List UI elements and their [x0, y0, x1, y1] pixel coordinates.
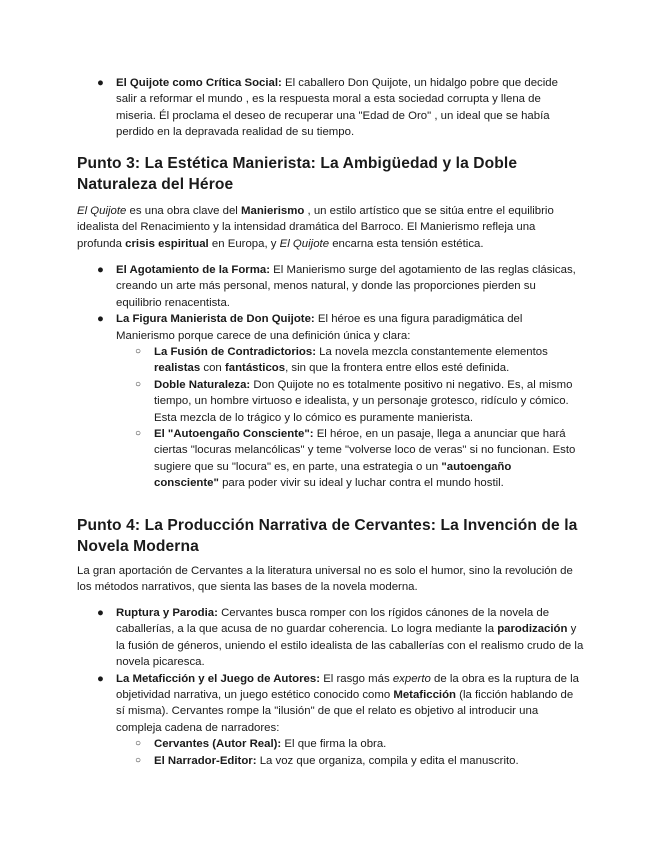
paragraph-produccion-intro: La gran aportación de Cervantes a la literatura universal no es solo el humor, sino la revolución de los métodos narrativos, que sienta las bases de la novela moderna.	[77, 565, 573, 594]
sub-bullet-marker: ○	[135, 428, 142, 440]
list-item: ● La Metaficción y el Juego de Autores: El rasgo más experto de la obra es la ruptura de la objetividad narrativa, un juego estético conocido como Metaficción (la ficción hablando de sí misma). Cervantes rompe la "ilusión" de que el relato es objetivo al introducir una compleja cadena de narradores:	[97, 672, 580, 734]
section-heading-punto-4: Punto 4: La Producción Narrativa de Cervantes: La Invención de la Novela Moderna	[77, 517, 578, 555]
list-item: ● La Figura Manierista de Don Quijote: El héroe es una figura paradigmática del Manierismo porque carece de una definición única y clara:	[97, 313, 523, 342]
bullet-marker: ●	[97, 672, 104, 685]
bullet-lead: Doble Naturaleza:	[154, 378, 251, 391]
punto-3-bullet-list	[0, 262, 655, 492]
sub-list-item: ○ El "Autoengaño Consciente": El héroe, en un pasaje, llega a anunciar que hará ciertas "locuras melancólicas" y teme "volverse loco de veras" si no funcionan. Esto sugiere que su "locura" es, en parte, una estrategia o un "autoengaño consciente" para poder vivir su ideal y luchar contra el mundo hostil.	[135, 428, 576, 490]
bullet-marker: ●	[97, 77, 104, 89]
bullet-lead: Cervantes (Autor Real):	[154, 738, 282, 751]
punto-4-bullet-list	[0, 605, 655, 769]
bullet-lead: El Quijote como Crítica Social:	[116, 77, 282, 89]
list-item: ● El Agotamiento de la Forma: El Manierismo surge del agotamiento de las reglas clásicas, creando un arte más personal, menos natural, y donde las proporciones pierden su equilibrio renacentista.	[97, 264, 576, 309]
bullet-marker: ●	[97, 313, 104, 326]
paragraph-manierismo-intro: El Quijote es una obra clave del Manierismo , un estilo artístico que se sitúa entre el equilibrio idealista del Renacimiento y la intensidad dramática del Barroco. El Manierismo refleja una profunda crisis espiritual en Europa, y El Quijote encarna esta tensión estética.	[77, 205, 554, 250]
bullet-lead: La Metaficción y el Juego de Autores:	[116, 672, 321, 685]
sub-bullet-marker: ○	[135, 754, 142, 766]
bullet-lead: El "Autoengaño Consciente":	[154, 428, 314, 441]
bullet-lead: El Narrador-Editor:	[154, 754, 257, 767]
sub-bullet-marker: ○	[135, 738, 142, 750]
bullet-lead: La Fusión de Contradictorios:	[154, 346, 317, 359]
sub-bullet-marker: ○	[135, 346, 142, 358]
section-heading-punto-3: Punto 3: La Estética Manierista: La Ambigüedad y la Doble Naturaleza del Héroe	[77, 155, 518, 193]
sub-bullet-marker: ○	[135, 378, 142, 390]
bullet-lead: Ruptura y Parodia:	[116, 607, 218, 619]
sub-list-item: ○ El Narrador-Editor: La voz que organiza, compila y edita el manuscrito.	[0, 753, 655, 769]
sub-list-item: ○ La Fusión de Contradictorios: La novela mezcla constantemente elementos realistas con fantásticos, sin que la frontera entre ellos esté definida.	[135, 346, 548, 375]
sub-list-item: ○ Doble Naturaleza: Don Quijote no es totalmente positivo ni negativo. Es, al mismo tiempo, un hombre virtuoso e idealista, y un personaje grotesco, ridículo y cómico. Esta mezcla de lo trágico y lo cómico es puramente manierista.	[135, 378, 573, 424]
bullet-lead: El Agotamiento de la Forma:	[116, 264, 271, 276]
bullet-marker: ●	[97, 264, 104, 276]
bullet-marker: ●	[97, 607, 104, 619]
bullet-lead: La Figura Manierista de Don Quijote:	[116, 313, 315, 326]
list-item: ● El Quijote como Crítica Social: El caballero Don Quijote, un hidalgo pobre que decide salir a reformar el mundo , es la respuesta moral a esta sociedad corrupta y llena de miseria. Él proclama el deseo de recuperar una "Edad de Oro" , un ideal que se había perdido en la depravada realidad de su tiempo.	[97, 77, 558, 139]
top-bullet-list	[0, 75, 655, 141]
sub-list-item: ○ Cervantes (Autor Real): El que firma la obra.	[0, 736, 655, 752]
list-item: ● Ruptura y Parodia: Cervantes busca romper con los rígidos cánones de la novela de caballerías, a la que acusa de no guardar coherencia. Lo logra mediante la parodización y la fusión de géneros, uniendo el estilo idealista de las caballerías con el realismo crudo de la novela picaresca.	[97, 607, 584, 669]
